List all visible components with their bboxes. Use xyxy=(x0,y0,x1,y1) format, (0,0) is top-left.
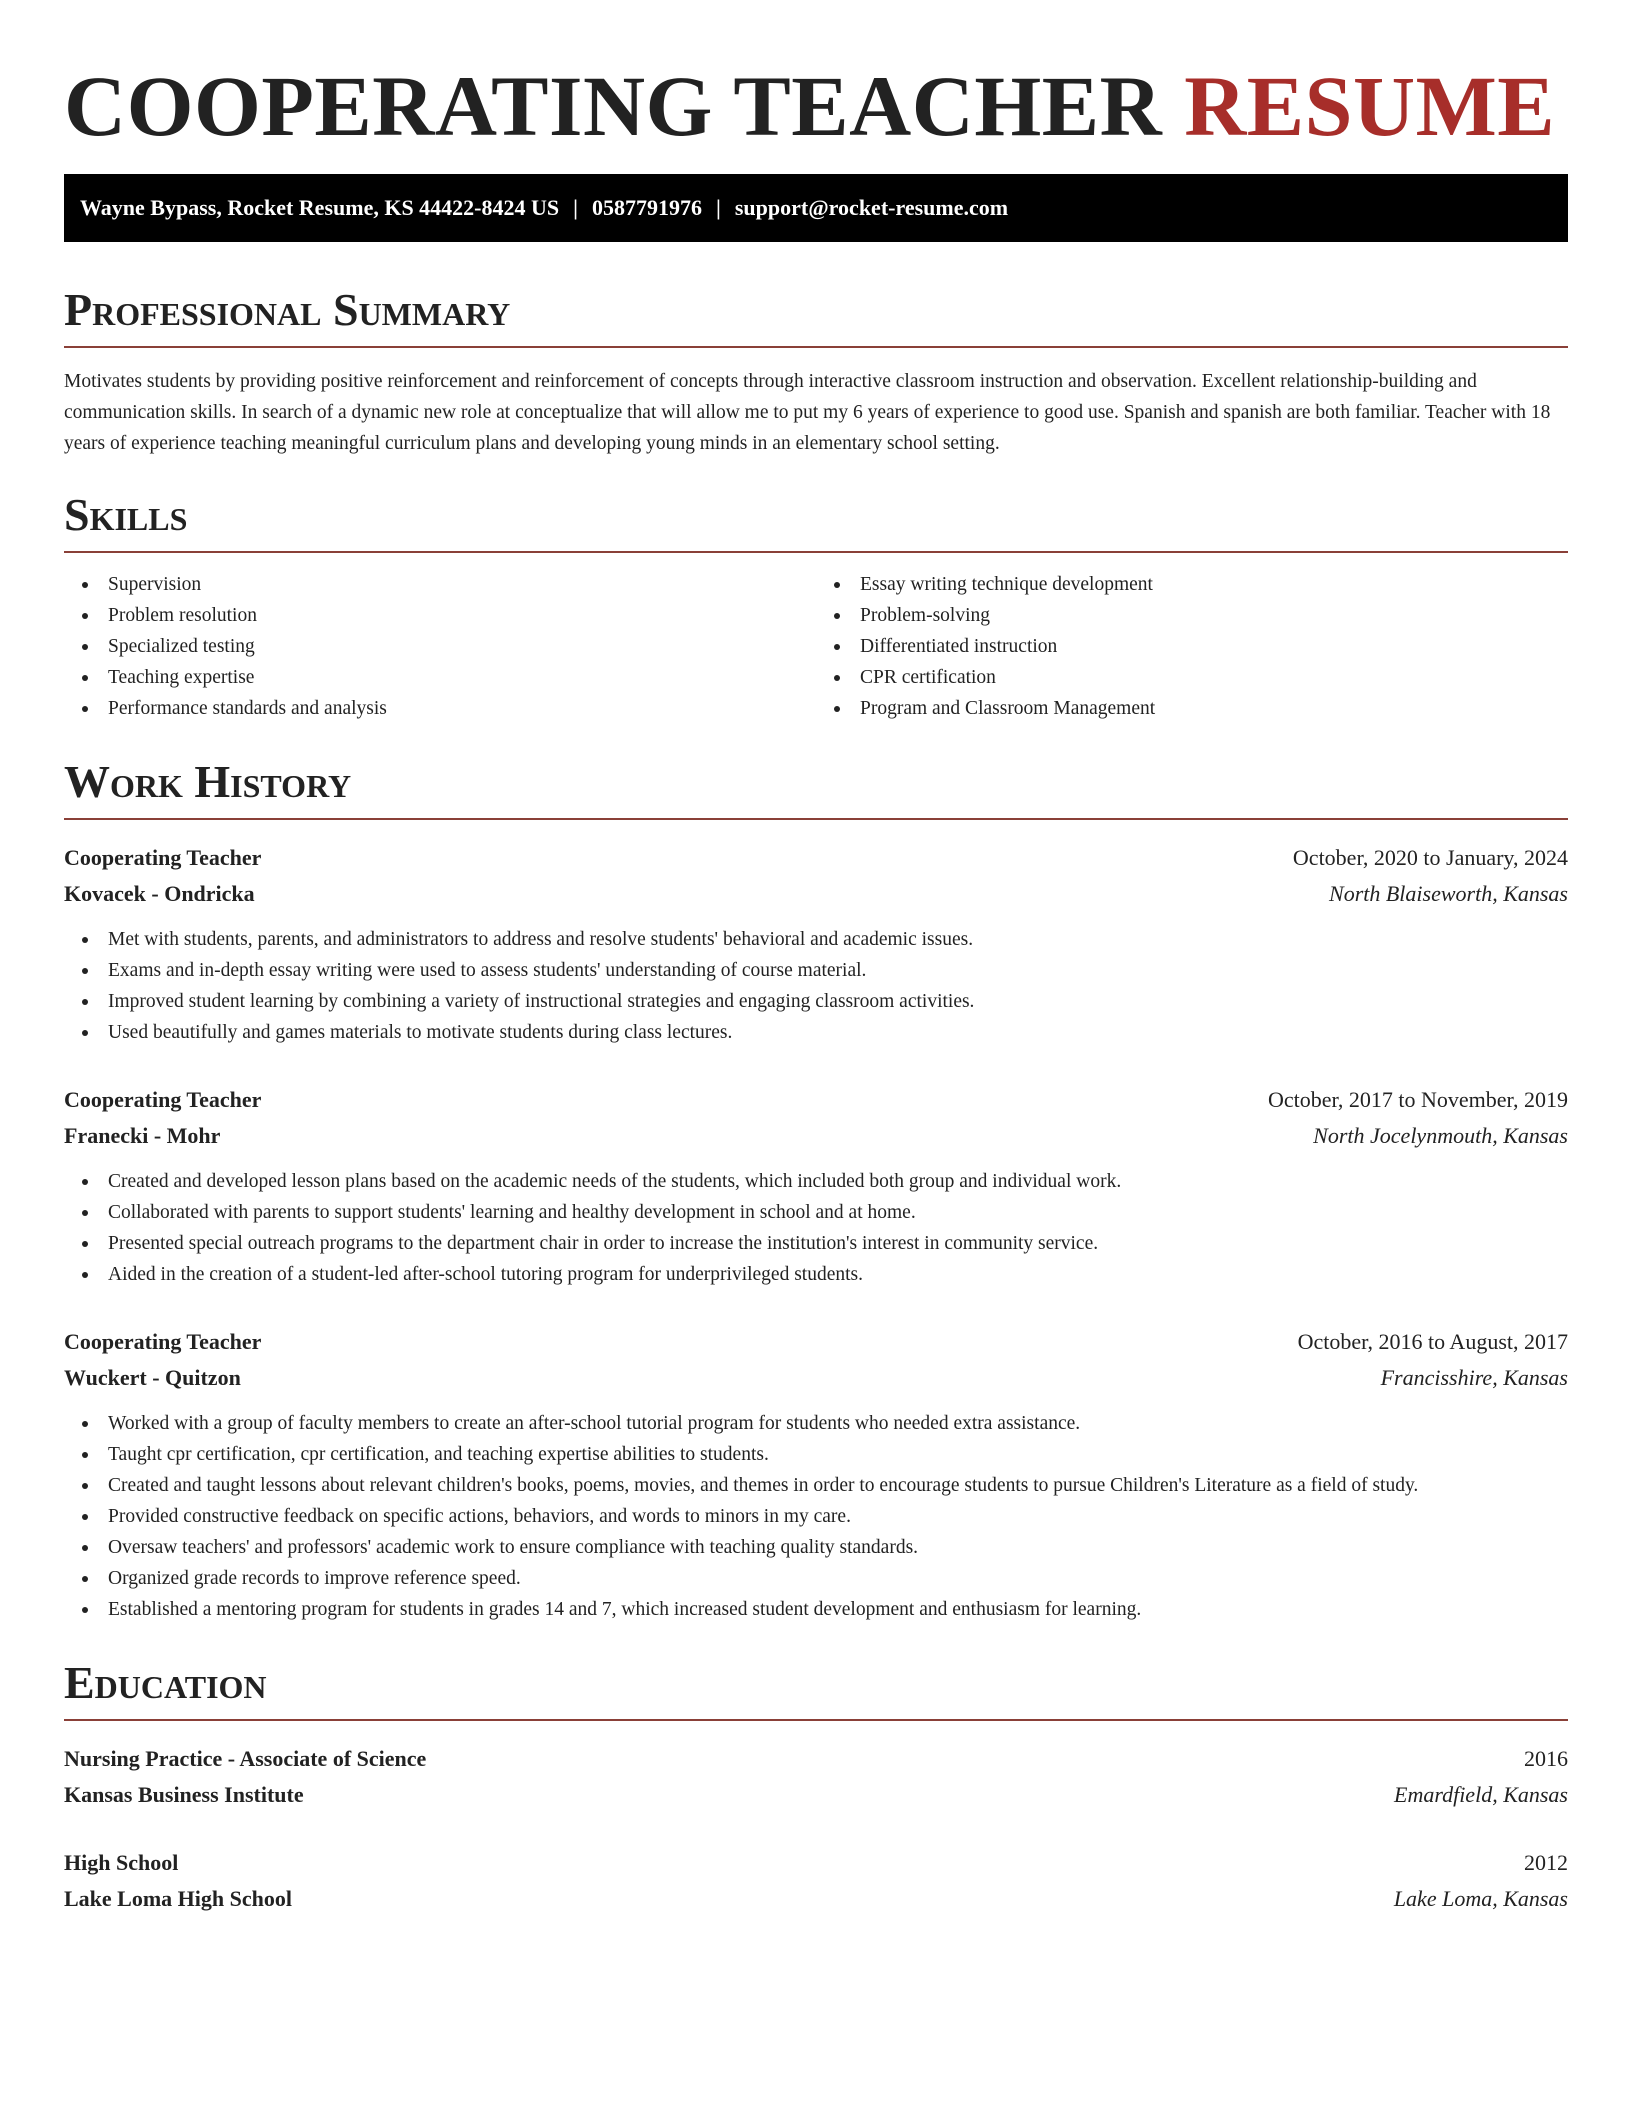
contact-address: Wayne Bypass, Rocket Resume, KS 44422-8424 US xyxy=(80,195,560,220)
job-bullet: Established a mentoring program for students in grades 14 and 7, which increased student development and enthusiasm for learning. xyxy=(108,1594,1568,1625)
edu-degree: High School xyxy=(64,1850,179,1875)
job-bullet: Created and developed lesson plans based on the academic needs of the students, which included both group and individual work. xyxy=(108,1166,1568,1197)
edu-year: 2012 xyxy=(1524,1850,1568,1875)
skill-item: Program and Classroom Management xyxy=(860,693,1568,724)
job-bullets xyxy=(64,1166,1568,1290)
skill-item: Problem-solving xyxy=(860,600,1568,631)
job-entry xyxy=(64,1082,1568,1290)
job-bullet: Oversaw teachers' and professors' academic work to ensure compliance with teaching quality standards. xyxy=(108,1532,1568,1563)
job-bullets xyxy=(64,924,1568,1048)
section-divider xyxy=(64,818,1568,820)
job-bullet: Provided constructive feedback on specific actions, behaviors, and words to minors in my care. xyxy=(108,1501,1568,1532)
skill-item: Problem resolution xyxy=(108,600,816,631)
job-bullet: Used beautifully and games materials to motivate students during class lectures. xyxy=(108,1017,1568,1048)
job-location: North Blaiseworth, Kansas xyxy=(1329,881,1568,906)
edu-year: 2016 xyxy=(1524,1746,1568,1771)
job-company: Franecki - Mohr xyxy=(64,1123,221,1148)
skills-grid xyxy=(64,569,1568,724)
job-location: Francisshire, Kansas xyxy=(1380,1365,1568,1390)
edu-location: Emardfield, Kansas xyxy=(1394,1782,1568,1807)
contact-separator: | xyxy=(716,195,721,220)
title-accent: RESUME xyxy=(1184,58,1556,154)
edu-school: Lake Loma High School xyxy=(64,1886,292,1911)
job-company: Kovacek - Ondricka xyxy=(64,881,255,906)
summary-heading: Professional Summary xyxy=(64,284,511,335)
job-title: Cooperating Teacher xyxy=(64,845,262,870)
resume-title xyxy=(64,56,1568,156)
contact-email: support@rocket-resume.com xyxy=(734,195,1009,220)
skills-list-right xyxy=(816,569,1568,724)
job-location: North Jocelynmouth, Kansas xyxy=(1313,1123,1568,1148)
skills-list-left xyxy=(64,569,816,724)
edu-degree: Nursing Practice - Associate of Science xyxy=(64,1746,427,1771)
job-bullets xyxy=(64,1408,1568,1625)
job-title: Cooperating Teacher xyxy=(64,1329,262,1354)
job-bullet: Met with students, parents, and administrators to address and resolve students' behavioral and academic issues. xyxy=(108,924,1568,955)
contact-phone: 0587791976 xyxy=(592,195,702,220)
job-entry xyxy=(64,1324,1568,1625)
job-entry xyxy=(64,840,1568,1048)
job-bullet: Improved student learning by combining a variety of instructional strategies and engaging classroom activities. xyxy=(108,986,1568,1017)
skill-item: CPR certification xyxy=(860,662,1568,693)
education-entry xyxy=(64,1741,1568,1813)
summary-text: Motivates students by providing positive reinforcement and reinforcement of concepts through interactive classroom instruction and observation. Excellent relationship-building and communication skills. In search of a dynamic new role at conceptualize that will allow me to put my 6 years of experience to good use. Spanish and spanish are both familiar. Teacher with 18 years of experience teaching meaningful curriculum plans and developing young minds in an elementary school setting. xyxy=(64,371,1551,454)
job-bullet: Exams and in-depth essay writing were used to assess students' understanding of course material. xyxy=(108,955,1568,986)
skill-item: Essay writing technique development xyxy=(860,569,1568,600)
section-divider xyxy=(64,551,1568,553)
job-dates: October, 2020 to January, 2024 xyxy=(1292,845,1568,870)
job-company: Wuckert - Quitzon xyxy=(64,1365,241,1390)
skill-item: Performance standards and analysis xyxy=(108,693,816,724)
contact-bar xyxy=(64,174,1568,242)
section-divider xyxy=(64,1719,1568,1721)
job-bullet: Collaborated with parents to support students' learning and healthy development in school and at home. xyxy=(108,1197,1568,1228)
job-bullet: Taught cpr certification, cpr certification, and teaching expertise abilities to students. xyxy=(108,1439,1568,1470)
skill-item: Teaching expertise xyxy=(108,662,816,693)
section-divider xyxy=(64,346,1568,348)
job-bullet: Aided in the creation of a student-led after-school tutoring program for underprivileged students. xyxy=(108,1259,1568,1290)
edu-location: Lake Loma, Kansas xyxy=(1393,1886,1568,1911)
edu-school: Kansas Business Institute xyxy=(64,1782,304,1807)
skill-item: Supervision xyxy=(108,569,816,600)
title-main: COOPERATING TEACHER xyxy=(64,58,1163,154)
job-bullet: Created and taught lessons about relevant children's books, poems, movies, and themes in order to encourage students to pursue Children's Literature as a field of study. xyxy=(108,1470,1568,1501)
contact-separator: | xyxy=(573,195,578,220)
job-dates: October, 2017 to November, 2019 xyxy=(1267,1087,1568,1112)
skill-item: Specialized testing xyxy=(108,631,816,662)
job-bullet: Worked with a group of faculty members to create an after-school tutorial program for students who needed extra assistance. xyxy=(108,1408,1568,1439)
job-bullet: Organized grade records to improve reference speed. xyxy=(108,1563,1568,1594)
work-history-heading: Work History xyxy=(64,756,352,807)
job-dates: October, 2016 to August, 2017 xyxy=(1297,1329,1568,1354)
job-bullet: Presented special outreach programs to the department chair in order to increase the institution's interest in community service. xyxy=(108,1228,1568,1259)
skills-heading: Skills xyxy=(64,489,188,540)
education-heading: Education xyxy=(64,1657,267,1708)
education-entry xyxy=(64,1845,1568,1917)
skill-item: Differentiated instruction xyxy=(860,631,1568,662)
job-title: Cooperating Teacher xyxy=(64,1087,262,1112)
